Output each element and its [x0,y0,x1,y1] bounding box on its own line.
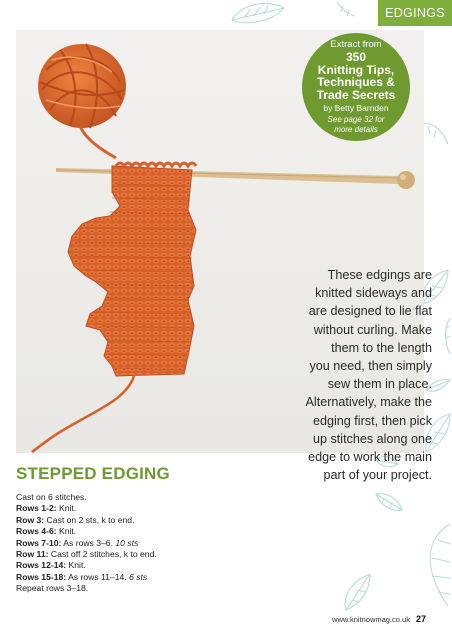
intro-line: sew them in place. [327,377,432,392]
intro-line: edging first, then pick [312,413,432,428]
badge-title-line: Trade Secrets [316,87,396,102]
leaf-decoration-right-3 [440,316,452,356]
intro-text [304,266,432,484]
leaf-decoration-top [228,0,288,28]
book-extract-badge [302,33,410,141]
intro-line: edge to work the main [308,450,432,465]
pattern-heading: STEPPED EDGING [16,464,170,483]
badge-author: by Betty Barnden [323,102,389,113]
badge-see-line: more details [334,124,378,134]
intro-line: part of your project. [323,468,432,483]
pattern-row: Rows 15-18: As rows 11–14. 6 sts [16,571,148,582]
intro-line: Alternatively, make the [305,395,432,410]
section-tab: EDGINGS [378,0,452,26]
badge-see-line: See page 32 for [327,115,385,125]
pattern-row: Rows 1-2: Knit. [16,503,77,514]
pattern-row: Rows 12-14: Knit. [16,560,86,571]
knitting-needle [56,168,415,189]
leaf-decoration-lower-2 [420,520,452,610]
intro-line: knitted sideways and [315,286,432,301]
pattern-row: Row 11: Cast off 2 stitches, k to end. [16,549,157,560]
leaf-decoration-lower-3 [340,572,374,612]
badge-see-note [328,115,385,133]
badge-title-line: Knitting Tips, [317,62,395,77]
footer-url[interactable]: www.knitnowmag.co.uk [332,615,410,624]
intro-line: up stitches along one [312,431,432,446]
intro-line: without curling. Make [313,322,432,337]
yarn-ball [38,44,126,128]
badge-title-line: Techniques & [317,75,395,90]
pattern-row: Rows 7-10: As rows 3–6. 10 sts [16,537,139,548]
badge-pre: Extract from [330,39,382,51]
page-footer [332,614,426,624]
leaf-decoration-lower-1 [374,490,404,514]
pattern-row: Cast on 6 stitches. [16,492,87,502]
badge-title-line: 350 [345,50,367,65]
pattern-instructions [16,492,246,595]
leaf-decoration-right-1 [420,120,450,146]
intro-line: you need, then simply [309,359,432,374]
pattern-row: Row 3: Cast on 2 sts, k to end. [16,514,135,525]
pattern-row: Repeat rows 3–18. [16,583,89,594]
intro-line: them to the length [331,340,432,355]
pattern-row: Rows 4-6: Knit. [16,526,77,537]
intro-line: These edgings are [327,268,432,282]
page-number: 27 [415,614,426,624]
leaf-decoration-top-right [335,0,359,18]
intro-line: are designed to lie flat [308,304,432,319]
